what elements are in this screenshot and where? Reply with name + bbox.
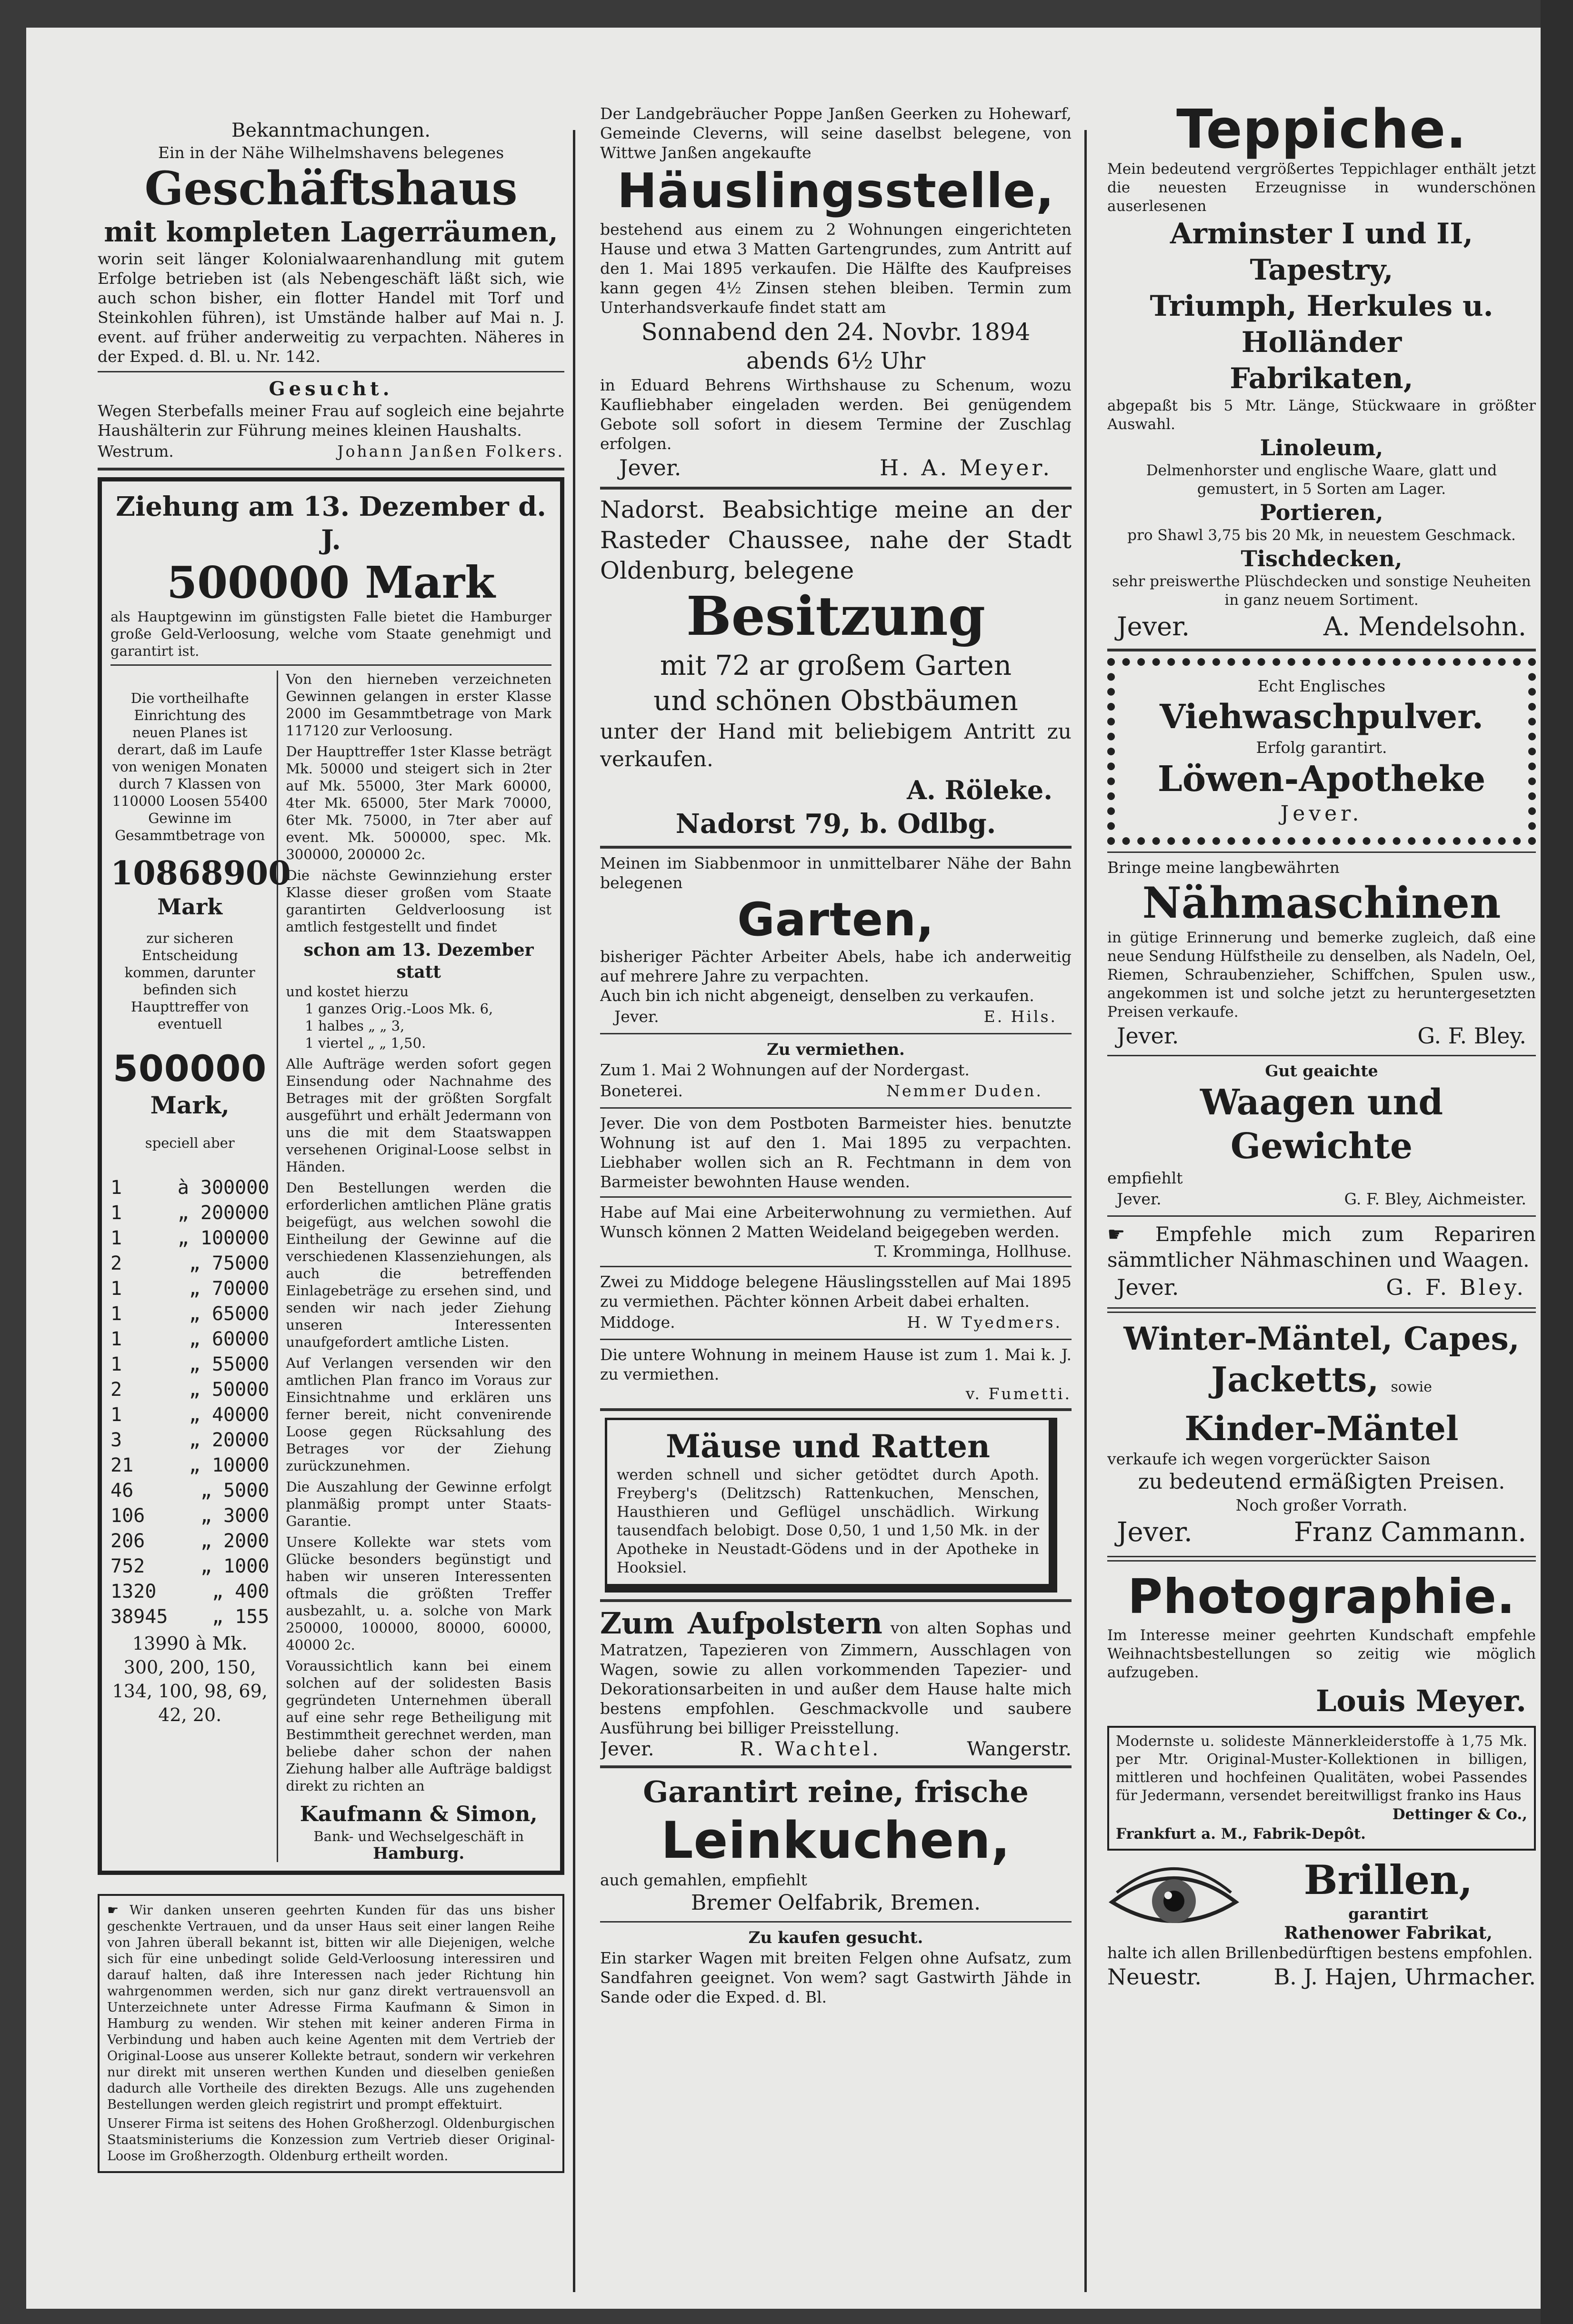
prize-row xyxy=(110,1377,269,1402)
ad-intro: Meinen im Siabbenmoor in unmittelbarer Nähe der Bahn belegenen xyxy=(600,854,1072,892)
ad-signature: Franz Cammann. xyxy=(1293,1517,1526,1548)
ad-place: Middoge. xyxy=(600,1313,675,1332)
ad-place: Jever. xyxy=(1117,1517,1192,1548)
lottery-right-text6: Den Bestellungen werden die erforderlichen amtlichen Pläne gratis beigefügt, aus welchen sowohl die Eintheilung der Gewinne auf die verschiedenen Klassenziehungen, als auch die betreffenden Einlagebeträge zu ersehen sind, und senden wir nach jeder Ziehung unseren Interessenten unaufgefordert amtliche Listen. xyxy=(286,1180,551,1350)
prize-row xyxy=(110,1428,269,1453)
ad-aufpolstern xyxy=(600,1607,1072,1761)
ad-sowie: sowie xyxy=(1391,1379,1432,1395)
ad-place: Jever. xyxy=(1117,1190,1162,1208)
divider xyxy=(600,1107,1072,1109)
ad-date: Sonnabend den 24. Novbr. 1894 xyxy=(641,318,1031,346)
ad-time: abends 6½ Uhr xyxy=(746,348,925,374)
prize-row xyxy=(110,1604,269,1630)
ad-h3: Portieren, xyxy=(1260,500,1383,525)
prize-count: 1 xyxy=(110,1278,122,1300)
prize-row xyxy=(110,1201,269,1226)
ad-signature: Louis Meyer. xyxy=(1315,1683,1526,1718)
ad-vermiethen xyxy=(600,1039,1072,1102)
ad-intro: Bringe meine langbewährten xyxy=(1107,858,1340,877)
ad-line1: abgepaßt bis 5 Mtr. Länge, Stückwaare in größter Auswahl. xyxy=(1107,397,1536,433)
lottery-special: speciell aber xyxy=(145,1135,235,1151)
prize-count: 752 xyxy=(110,1555,145,1577)
divider xyxy=(600,1921,1072,1923)
ad-line2: und schönen Obstbäumen xyxy=(653,684,1018,717)
ad-signature: B. J. Hajen, Uhrmacher. xyxy=(1273,1964,1536,1990)
thanks-body xyxy=(107,1903,555,2113)
ad-place: Westrum. xyxy=(98,442,174,461)
ad-title: Nähmaschinen xyxy=(1142,878,1501,928)
prize-row xyxy=(110,1453,269,1478)
lottery-right-text1: Von den hierneben verzeichneten Gewinnen gelangen in erster Klasse 2000 im Gesammtbetrage von Mark 117120 zur Verloosung. xyxy=(286,671,551,739)
prize-count: 1320 xyxy=(110,1581,157,1603)
ad-place: Jever. xyxy=(1117,611,1190,641)
lottery-date: Ziehung am 13. Dezember d. J. xyxy=(116,491,546,556)
prize-value: „ 40000 xyxy=(189,1404,270,1426)
ad-kleiderstoffe xyxy=(1107,1726,1536,1851)
prize-count: 206 xyxy=(110,1530,145,1552)
ticket-2: 1 halbes „ „ 3, xyxy=(305,1018,405,1034)
lottery-right-text2: Der Haupttreffer 1ster Klasse beträgt Mk. 50000 und steigert sich in 2ter auf Mk. 55000, 3ter Mark 60000, 4ter Mk. 65000, 5ter Mark 70000, 6ter Mk. 75000, in 7ter aber auf event. Mk. 500000, spec. Mk. 300000, 200000 2c. xyxy=(286,743,551,862)
ad-title: Geschäftshaus xyxy=(144,161,518,215)
column-rule-2 xyxy=(1084,130,1087,2292)
divider xyxy=(1107,1307,1536,1313)
prize-count: 1 xyxy=(110,1177,122,1199)
ad-body: Ein starker Wagen mit breiten Felgen ohne Aufsatz, zum Sandfahren geeignet. Von wem? sagt Gastwirth Jähde in Sande oder die Exped. d. Bl. xyxy=(600,1949,1072,2006)
prize-count: 1 xyxy=(110,1303,122,1325)
scan-edge xyxy=(1541,0,1573,2324)
lottery-left xyxy=(110,671,291,1862)
ad-middoge xyxy=(600,1272,1072,1334)
lottery-right-text5: Alle Aufträge werden sofort gegen Einsendung oder Nachnahme des Betrages mit der größten Sorgfalt ausgeführt und erhält Jedermann von uns die mit dem Staatswappen versehenen Original-Loose selbst in Händen. xyxy=(286,1056,551,1175)
lottery-right-bold: schon am 13. Dezember statt xyxy=(303,940,534,982)
lottery-big-unit: Mark, xyxy=(150,1091,230,1119)
ad-title: Viehwaschpulver. xyxy=(1159,697,1484,736)
prize-row xyxy=(110,1579,269,1604)
ad-line2: Erfolg garantirt. xyxy=(1256,738,1387,757)
ad-brillen xyxy=(1107,1856,1536,1991)
ad-body2: in Eduard Behrens Wirthshause zu Schenum, wozu Kaufliebhaber eingeladen werden. Bei genügendem Gebote soll sofort in diesem Termine der Zuschlag erfolgen. xyxy=(600,376,1072,453)
divider xyxy=(600,1266,1072,1267)
prize-count: 106 xyxy=(110,1505,145,1527)
ad-line1: Gut geaichte xyxy=(1265,1062,1378,1080)
ad-haeuslingsstelle xyxy=(600,104,1072,482)
ad-place: Jever. xyxy=(614,1007,659,1026)
lottery-intro: als Hauptgewinn im günstigsten Falle bietet die Hamburger große Geld-Verloosung, welche vom Staate genehmigt und garantirt ist. xyxy=(110,609,551,659)
ad-line3: halte ich allen Brillenbedürftigen bestens empfohlen. xyxy=(1107,1943,1533,1962)
ad-big1: Arminster I und II, Tapestry, xyxy=(1170,217,1473,287)
ad-line4: sehr preiswerthe Plüschdecken und sonstige Neuheiten in ganz neuem Sortiment. xyxy=(1112,573,1531,609)
lottery-right-text3: Die nächste Gewinnziehung erster Klasse dieser großen vom Staate garantirten Geldverloosung ist amtlich festgestellt und findet xyxy=(286,867,551,935)
prize-value: „ 3000 xyxy=(200,1505,270,1527)
prize-value: „ 10000 xyxy=(189,1454,270,1476)
ad-waagen xyxy=(1107,1061,1536,1211)
ad-line2: auch gemahlen, empfiehlt xyxy=(600,1871,807,1889)
divider xyxy=(600,1033,1072,1034)
ad-signature: Johann Janßen Folkers. xyxy=(337,442,564,461)
divider xyxy=(98,371,564,372)
divider xyxy=(110,664,551,666)
ad-body: Wegen Sterbefalls meiner Frau auf sogleich eine bejahrte Haushälterin zur Führung meines kleinen Haushalts. xyxy=(98,401,564,440)
thanks-body2: Unserer Firma ist seitens des Hohen Großherzogl. Oldenburgischen Staatsministeriums die Konzession zum Vertrieb dieser Original-Loose im Großherzogth. Oldenburg ertheilt worden. xyxy=(107,2116,555,2164)
divider xyxy=(600,1408,1072,1411)
divider xyxy=(1107,649,1536,651)
prize-tail: 13990 à Mk. 300, 200, 150, 134, 100, 98, 69, 42, 20. xyxy=(112,1633,268,1725)
ad-body: Im Interesse meiner geehrten Kundschaft empfehle Weihnachtsbestellungen so zeitig wie möglich aufzugeben. xyxy=(1107,1627,1536,1681)
ad-besitzung xyxy=(600,494,1072,841)
ad-body: von alten Sophas und Matratzen, Tapezieren von Zimmern, Ausschlagen von Wagen, sowie zu allen vorkommenden Tapezier- und Dekorationsarbeiten in und außer dem Hause halte mich bestens empfohlen. Geschmackvolle und saubere Ausführung bei billiger Preisstellung. xyxy=(600,1619,1072,1737)
prize-value: „ 70000 xyxy=(189,1278,270,1300)
ad-signature: G. F. Bley, Aichmeister. xyxy=(1344,1190,1526,1208)
ad-h4: Tischdecken, xyxy=(1241,546,1403,571)
ad-line2: empfiehlt xyxy=(1107,1169,1183,1187)
ad-place: Boneterei. xyxy=(600,1082,683,1100)
lottery-left-text2: zur sicheren Entscheidung kommen, darunter befinden sich Haupttreffer von eventuell xyxy=(124,930,255,1032)
lottery-right-text10: Voraussichtlich kann bei einem solchen auf der solidesten Basis gegründeten Unternehmen überall auf eine sehr rege Betheiligung mit Bestimmtheit gerechnet werden, man beliebe daher schon der nahen Ziehung halber alle Aufträge baldigst direkt zu richten an xyxy=(286,1658,551,1794)
ad-repariren xyxy=(1107,1222,1536,1302)
ad-title: Photographie. xyxy=(1128,1569,1515,1624)
ad-signature: A. Röleke. xyxy=(907,775,1052,805)
divider xyxy=(600,846,1072,849)
lottery-right-text9: Unsere Kollekte war stets vom Glücke besonders begünstigt und haben wir unseren Interessenten oftmals die größten Treffer ausbezahlt, u. a. solche von Mark 250000, 100000, 80000, 60000, 40000 2c. xyxy=(286,1534,551,1653)
ad-body3: Noch großer Vorrath. xyxy=(1235,1496,1408,1514)
prize-row xyxy=(110,1251,269,1276)
divider xyxy=(1107,1055,1536,1056)
ad-address: Nadorst 79, b. Odlbg. xyxy=(675,808,996,840)
lottery-right-text8: Die Auszahlung der Gewinne erfolgt planmäßig prompt unter Staats-Garantie. xyxy=(286,1479,551,1529)
prize-row xyxy=(110,1175,269,1201)
ad-signature: G. F. Bley. xyxy=(1386,1274,1526,1300)
ad-signature: Bremer Oelfabrik, Bremen. xyxy=(691,1891,981,1915)
prize-list xyxy=(110,1175,269,1630)
ad-place: Jever. xyxy=(1280,801,1363,826)
pointing-hand-icon: ☛ xyxy=(107,1903,130,1918)
firm-name: Kaufmann & Simon, xyxy=(300,1802,538,1826)
prize-count: 1 xyxy=(110,1404,122,1426)
ad-naehmaschinen xyxy=(1107,858,1536,1050)
column-2 xyxy=(600,104,1072,2294)
divider xyxy=(600,487,1072,490)
prize-count: 3 xyxy=(110,1429,122,1451)
prize-value: „ 65000 xyxy=(189,1303,270,1325)
prize-row xyxy=(110,1352,269,1377)
ad-title: Waagen und Gewichte xyxy=(1200,1082,1443,1167)
ad-geschaeftshaus xyxy=(98,118,564,366)
prize-row xyxy=(110,1327,269,1352)
ad-street: Wangerstr. xyxy=(967,1738,1072,1760)
ad-title: Häuslingsstelle, xyxy=(617,163,1055,219)
prize-count: 21 xyxy=(110,1454,134,1476)
ad-place: Jever. xyxy=(1117,1023,1179,1049)
lottery-left-text: Die vortheilhafte Einrichtung des neuen Planes ist derart, daß im Laufe von wenigen Monaten durch 7 Klassen von 110000 Loosen 55400 Gewinne im Gesammtbetrage von xyxy=(112,690,268,843)
ad-body: werden schnell und sicher getödtet durch Apoth. Freyberg's (Delitzsch) Rattenkuchen, Menschen, Hausthieren und Geflügel unschädlich. Wirkung tausendfach belobigt. Dose 0,50, 1 und 1,50 Mk. in der Apotheke in Neustadt-Gödens und in der Apotheke in Hooksiel. xyxy=(617,1466,1039,1576)
ad-lottery xyxy=(98,477,564,1875)
ad-title: Mäuse und Ratten xyxy=(665,1428,991,1465)
prize-value: „ 100000 xyxy=(177,1227,270,1249)
prize-row xyxy=(110,1529,269,1554)
ad-body: in gütige Erinnerung und bemerke zugleich, daß eine neue Sendung Hülfstheile zu denselben, als Nadeln, Oel, Riemen, Schraubenzieher, Schiffchen, Spulen usw., angekommen ist und solche jetzt zu heruntergesetzten Preisen verkaufe. xyxy=(1107,929,1536,1021)
ad-body2: zu bedeutend ermäßigten Preisen. xyxy=(1138,1470,1505,1494)
ad-body: Zum 1. Mai 2 Wohnungen auf der Nordergast. xyxy=(600,1061,970,1079)
ad-kaufen-gesucht xyxy=(600,1927,1072,2007)
ad-title: Zu kaufen gesucht. xyxy=(748,1928,923,1947)
ad-line1: Echt Englisches xyxy=(1257,677,1386,695)
ad-title3: Kinder-Mäntel xyxy=(1184,1409,1459,1448)
ad-intro: Ein in der Nähe Wilhelmshavens belegenes xyxy=(158,143,504,162)
ad-title2: Jacketts, xyxy=(1211,1359,1379,1400)
ad-signature: T. Kromminga, Hollhuse. xyxy=(874,1242,1072,1261)
column-3 xyxy=(1107,99,1536,2290)
ad-line2: Delmenhorster und englische Waare, glatt und gemustert, in 5 Sorten am Lager. xyxy=(1146,462,1497,498)
ad-garten xyxy=(600,853,1072,1028)
prize-value: à 300000 xyxy=(177,1177,270,1199)
ad-title: Zum Aufpolstern xyxy=(600,1606,882,1641)
prize-count: 1 xyxy=(110,1328,122,1350)
ad-title: Leinkuchen, xyxy=(661,1811,1011,1870)
ad-body: worin seit länger Kolonialwaarenhandlung mit gutem Erfolge betrieben ist (als Nebengeschäft läßt sich, wie auch schon bisher, ein flotter Handel mit Torf und Steinkohlen führen), ist Umstände halber auf Mai n. J. event. auf früher anderweitig zu verpachten. Näheres in der Exped. d. Bl. u. Nr. 142. xyxy=(98,250,564,366)
ad-line2: Rathenower Fabrikat, xyxy=(1284,1923,1493,1943)
ad-big3: Fabrikaten, xyxy=(1230,362,1413,395)
ad-gesucht xyxy=(98,377,564,463)
ad-body: Zwei zu Middoge belegene Häuslingsstellen auf Mai 1895 zu vermiethen. Pächter können Arbeit dabei erhalten. xyxy=(600,1272,1072,1311)
pointing-hand-icon: ☛ xyxy=(1107,1222,1155,1246)
ad-title: Zu vermiethen. xyxy=(767,1040,905,1059)
ad-untere-wohnung xyxy=(600,1345,1072,1403)
ad-line1: mit 72 ar großem Garten xyxy=(660,649,1012,681)
firm-line3: Hamburg. xyxy=(373,1844,465,1863)
ad-intro: Mein bedeutend vergrößertes Teppichlager enthält jetzt die neuesten Erzeugnisse in wunderschönen auserlesenen xyxy=(1107,160,1536,215)
divider xyxy=(600,1196,1072,1198)
prize-value: „ 200000 xyxy=(177,1202,270,1224)
prize-value: „ 400 xyxy=(211,1581,270,1603)
ad-line1: Garantirt reine, frische xyxy=(643,1774,1029,1809)
column-rule-1 xyxy=(573,130,575,2292)
ad-intro: Der Landgebräucher Poppe Janßen Geerken zu Hohewarf, Gemeinde Cleverns, will seine daselbst belegene, von Wittwe Janßen angekaufte xyxy=(600,104,1072,162)
column-1 xyxy=(98,118,564,2309)
lottery-right-text7: Auf Verlangen versenden wir den amtlichen Plan franco im Voraus zur Einsichtnahme und erklären uns ferner bereit, nicht convenirende Loose gegen Rücksahlung des Betrages vor der Ziehung zurückzunehmen. xyxy=(286,1355,551,1474)
ad-signature: H. A. Meyer. xyxy=(880,455,1052,481)
lottery-columns xyxy=(110,671,551,1862)
ad-maeuse-ratten xyxy=(605,1418,1057,1593)
firm-line2: Bank- und Wechselgeschäft in xyxy=(313,1828,524,1844)
ad-signature: G. F. Bley. xyxy=(1417,1023,1526,1049)
prize-count: 1 xyxy=(110,1227,122,1249)
lottery-right-text4: und kostet hierzu xyxy=(286,983,409,1000)
prize-row xyxy=(110,1226,269,1251)
thanks-text: Wir danken unseren geehrten Kunden für das uns bisher geschenkte Vertrauen, und da unser Haus seit einer langen Reihe von Jahren überall bekannt ist, bitten wir alle Diejenigen, welche sich für eine unbedingt solide Geld-Verloosung interessiren und darauf halten, daß ihre Interessen nach jeder Richtung hin wahrgenommen werden, sich nur ganz direkt vertrauensvoll an Unterzeichnete unter Adresse Firma Kaufmann & Simon in Hamburg zu wenden. Wir stehen mit keiner anderen Firma in Verbindung und haben auch keine Agenten mit dem Vertrieb der Original-Loose aus unserer Kollekte betraut, sondern wir verkehren nur direkt mit unseren werthen Kunden und dieselben genießen dadurch alle Vortheile des direkten Bezugs. Alle uns zugehenden Bestellungen werden gleich registrirt und prompt effektuirt. xyxy=(107,1903,555,2112)
prize-value: „ 55000 xyxy=(189,1353,270,1375)
divider xyxy=(600,1765,1072,1768)
ad-place: Neuestr. xyxy=(1107,1964,1202,1990)
ad-big2: Triumph, Herkules u. Holländer xyxy=(1150,290,1493,359)
ad-place: Jever. xyxy=(600,1738,654,1760)
divider xyxy=(1107,1556,1536,1562)
ad-body2: Auch bin ich nicht abgeneigt, denselben zu verkaufen. xyxy=(600,986,1034,1005)
divider xyxy=(1107,1215,1536,1217)
ad-body: Habe auf Mai eine Arbeiterwohnung zu vermiethen. Auf Wunsch können 2 Matten Weideland beigegeben werden. xyxy=(600,1203,1072,1241)
ad-title: Gesucht. xyxy=(269,378,393,400)
prize-row xyxy=(110,1503,269,1529)
prize-value: „ 1000 xyxy=(200,1555,270,1577)
ad-body: bestehend aus einem zu 2 Wohnungen eingerichteten Hause und etwa 3 Matten Gartengrundes, zum Antritt auf den 1. Mai 1895 verkaufen. Die Hälfte des Kaufpreises kann gegen 4½ Zinsen stehen bleiben. Termin zum Unterhandsverkaufe findet statt am xyxy=(600,220,1072,317)
ad-title: Brillen, xyxy=(1303,1856,1473,1903)
prize-row xyxy=(110,1302,269,1327)
divider xyxy=(600,1339,1072,1340)
ad-address: Frankfurt a. M., Fabrik-Depôt. xyxy=(1116,1825,1366,1843)
prize-value: „ 50000 xyxy=(189,1379,270,1401)
ad-signature: H. W Tyedmers. xyxy=(907,1313,1062,1332)
lottery-amount: 500000 Mark xyxy=(167,557,495,608)
ad-title: Teppiche. xyxy=(1176,99,1467,160)
ad-title: Besitzung xyxy=(686,585,986,648)
prize-value: „ 2000 xyxy=(200,1530,270,1552)
lottery-big: 500000 xyxy=(113,1047,267,1090)
prize-row xyxy=(110,1478,269,1503)
divider xyxy=(1107,851,1536,853)
ad-place: Jever. xyxy=(619,455,681,481)
ad-line1: garantirt xyxy=(1348,1904,1428,1923)
ad-signature: R. Wachtel. xyxy=(740,1738,882,1760)
prize-row xyxy=(110,1402,269,1428)
ad-subtitle: mit kompleten Lagerräumen, xyxy=(104,216,558,248)
ad-leinkuchen xyxy=(600,1773,1072,1916)
ad-signature: Dettinger & Co., xyxy=(1392,1806,1527,1823)
prize-count: 2 xyxy=(110,1252,122,1274)
prize-value: „ 60000 xyxy=(189,1328,270,1350)
ad-body: Empfehle mich zum Repariren sämmtlicher Nähmaschinen und Waagen. xyxy=(1107,1222,1536,1272)
prize-row xyxy=(110,1276,269,1302)
divider xyxy=(600,1599,1072,1602)
divider xyxy=(98,468,564,471)
ad-signature: Nemmer Duden. xyxy=(886,1082,1043,1100)
ad-thanks xyxy=(98,1894,564,2173)
ad-title: Garten, xyxy=(737,893,934,946)
ad-body: bisheriger Pächter Arbeiter Abels, habe ich anderweitig auf mehrere Jahre zu verpachten. xyxy=(600,947,1072,985)
prize-value: „ 155 xyxy=(211,1606,270,1628)
ad-signature: A. Mendelsohn. xyxy=(1323,611,1526,641)
prize-count: 2 xyxy=(110,1379,122,1401)
ad-place: Jever. xyxy=(1117,1274,1179,1300)
ad-body: Modernste u. solideste Männerkleiderstoffe à 1,75 Mk. per Mtr. Original-Muster-Kollektionen in billigen, mittleren und hochfeinen Qualitäten, wobei Passendes für Jedermann, versendet bereitwilligst franko ins Haus xyxy=(1116,1733,1527,1804)
prize-count: 1 xyxy=(110,1353,122,1375)
ad-h2: Linoleum, xyxy=(1260,435,1383,461)
ad-teppiche xyxy=(1107,99,1536,644)
newspaper-page xyxy=(26,28,1541,2309)
prize-row xyxy=(110,1554,269,1579)
ad-arbeiterwohnung xyxy=(600,1202,1072,1261)
ad-intro: Nadorst. Beabsichtige meine an der Rasteder Chaussee, nahe der Stadt Oldenburg, belegene xyxy=(600,496,1072,584)
lottery-total-unit: Mark xyxy=(157,894,223,920)
ad-body: verkaufe ich wegen vorgerückter Saison xyxy=(1107,1450,1431,1468)
ad-viehwaschpulver xyxy=(1107,658,1536,845)
ticket-3: 1 viertel „ „ 1,50. xyxy=(305,1035,426,1051)
ad-line3: pro Shawl 3,75 bis 20 Mk, in neuestem Geschmack. xyxy=(1127,527,1516,544)
ad-title1: Winter-Mäntel, Capes, xyxy=(1123,1320,1520,1357)
ticket-1: 1 ganzes Orig.-Loos Mk. 6, xyxy=(305,1001,493,1017)
section-heading: Bekanntmachungen. xyxy=(231,120,431,141)
eye-illustration-icon xyxy=(1107,1859,1241,1940)
ad-signature: v. Fumetti. xyxy=(965,1384,1072,1403)
prize-count: 46 xyxy=(110,1480,134,1502)
ad-maentel xyxy=(1107,1319,1536,1550)
prize-value: „ 75000 xyxy=(189,1252,270,1274)
ad-title2: Löwen-Apotheke xyxy=(1157,759,1486,800)
ad-wohnung: Jever. Die von dem Postboten Barmeister hies. benutzte Wohnung ist auf den 1. Mai 1895 zu verpachten. Liebhaber wollen sich an R. Fechtmann in dem von Barmeister bewohnten Hause wenden. xyxy=(600,1114,1072,1191)
prize-count: 38945 xyxy=(110,1606,168,1628)
ad-body: Die untere Wohnung in meinem Hause ist zum 1. Mai k. J. zu vermiethen. xyxy=(600,1345,1072,1383)
ad-line3: unter der Hand mit beliebigem Antritt zu verkaufen. xyxy=(600,720,1072,771)
lottery-total: 10868900 xyxy=(110,854,291,892)
prize-count: 1 xyxy=(110,1202,122,1224)
lottery-right xyxy=(278,671,551,1862)
prize-value: „ 20000 xyxy=(189,1429,270,1451)
prize-value: „ 5000 xyxy=(200,1480,270,1502)
ad-signature: E. Hils. xyxy=(983,1007,1057,1026)
ad-photographie xyxy=(1107,1567,1536,1720)
